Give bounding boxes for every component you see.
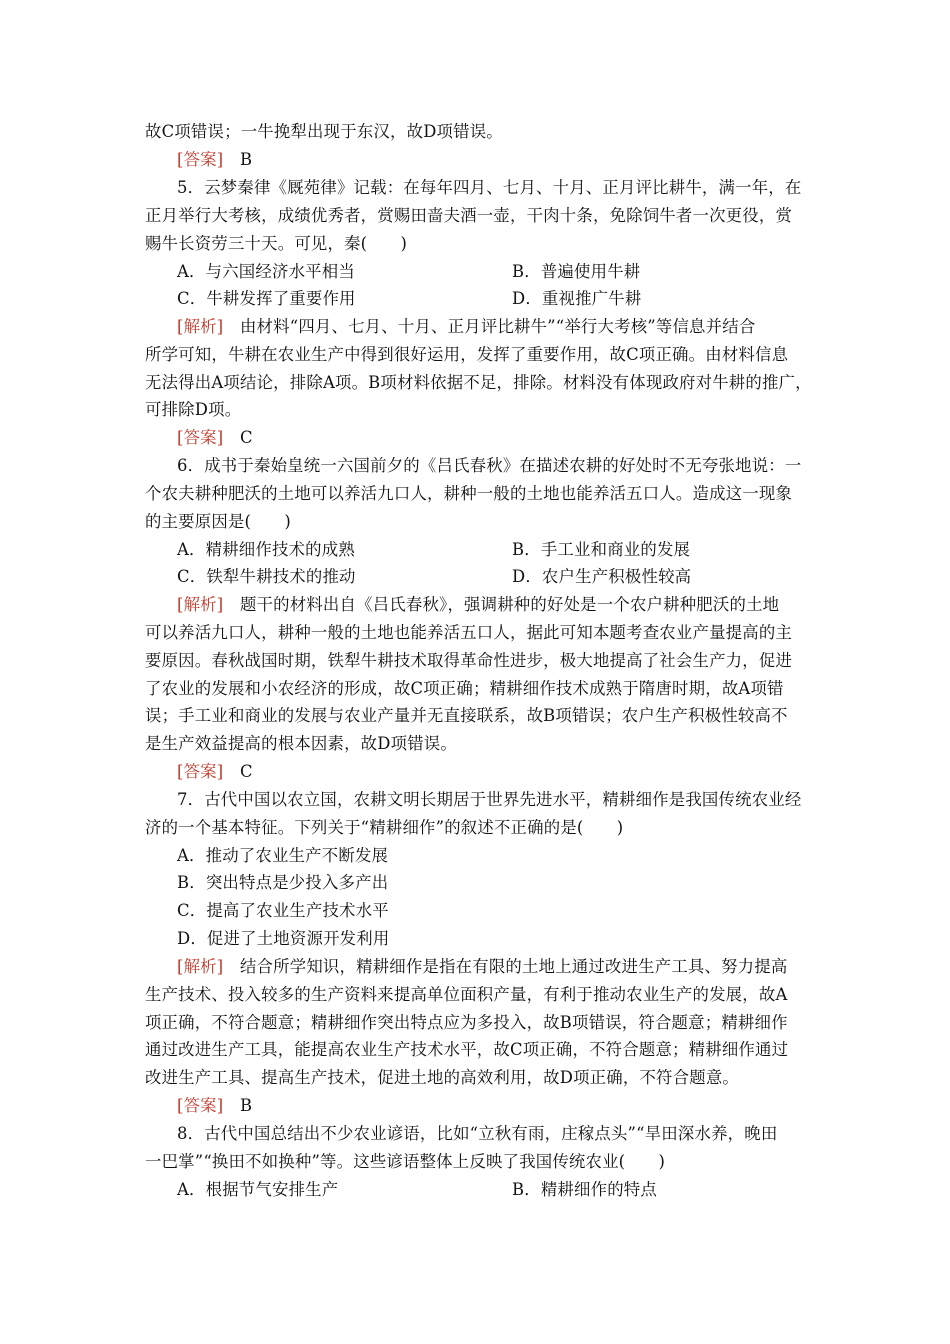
question-8: 8．古代中国总结出不少农业谚语，比如“立秋有雨，庄稼点头”“旱田深水养，晚田 <box>177 1124 778 1143</box>
analysis-tag: [解析] <box>177 317 224 336</box>
question-6: 6．成书于秦始皇统一六国前夕的《吕氏春秋》在描述农耕的好处时不无夸张地说：一 <box>177 456 802 475</box>
option-b: B．普遍使用牛耕 <box>512 262 641 281</box>
answer-tag: [答案] <box>177 1096 224 1115</box>
text-line: 可排除D项。 <box>145 400 242 419</box>
text-line: 故C项错误；一牛挽犁出现于东汉，故D项错误。 <box>145 122 503 141</box>
option-c: C．铁犁牛耕技术的推动 <box>177 567 356 586</box>
answer-line <box>177 150 842 170</box>
text-line: 要原因。春秋战国时期，铁犁牛耕技术取得革命性进步，极大地提高了社会生产力，促进 <box>145 651 793 670</box>
answer-line <box>177 762 842 782</box>
option-c: C．提高了农业生产技术水平 <box>177 901 389 920</box>
option-c: C．牛耕发挥了重要作用 <box>177 289 356 308</box>
text-line: 所学可知，牛耕在农业生产中得到很好运用，发挥了重要作用，故C项正确。由材料信息 <box>145 345 789 364</box>
text-line: 济的一个基本特征。下列关于“精耕细作”的叙述不正确的是( ) <box>145 818 624 837</box>
option-a: A．根据节气安排生产 <box>177 1180 339 1199</box>
analysis-tag: [解析] <box>177 595 224 614</box>
analysis-text: 题干的材料出自《吕氏春秋》，强调耕种的好处是一个农户耕种肥沃的土地 <box>239 595 780 614</box>
text-line: 无法得出A项结论，排除A项。B项材料依据不足，排除。材料没有体现政府对牛耕的推广， <box>145 373 812 392</box>
text-line: 了农业的发展和小农经济的形成，故C项正确；精耕细作技术成熟于隋唐时期，故A项错 <box>145 679 784 698</box>
option-b: B．突出特点是少投入多产出 <box>177 873 389 892</box>
text-line: 生产技术、投入较多的生产资料来提高单位面积产量，有利于推动农业生产的发展，故A <box>145 985 788 1004</box>
text-line: 一巴掌”“换田不如换种”等。这些谚语整体上反映了我国传统农业( ) <box>145 1152 666 1171</box>
text-line: 改进生产工具、提高生产技术，促进土地的高效利用，故D项正确，不符合题意。 <box>145 1068 740 1087</box>
option-b: B．精耕细作的特点 <box>512 1180 657 1199</box>
answer-value: C <box>239 762 253 781</box>
option-d: D．促进了土地资源开发利用 <box>177 929 390 948</box>
answer-tag: [答案] <box>177 150 224 169</box>
option-a: A．精耕细作技术的成熟 <box>177 540 355 559</box>
option-d: D．重视推广牛耕 <box>512 289 642 308</box>
option-b: B．手工业和商业的发展 <box>512 540 691 559</box>
text-line: 的主要原因是( ) <box>145 512 291 531</box>
option-a: A．与六国经济水平相当 <box>177 262 355 281</box>
answer-line <box>177 428 842 448</box>
answer-value: B <box>239 150 253 169</box>
text-line: 是生产效益提高的根本因素，故D项错误。 <box>145 734 457 753</box>
analysis-tag: [解析] <box>177 957 224 976</box>
question-5: 5．云梦秦律《厩苑律》记载：在每年四月、七月、十月、正月评比耕牛，满一年，在 <box>177 178 802 197</box>
answer-value: B <box>239 1096 253 1115</box>
text-line: 赐牛长资劳三十天。可见，秦( ) <box>145 234 408 253</box>
text-line: 个农夫耕种肥沃的土地可以养活九口人，耕种一般的土地也能养活五口人。造成这一现象 <box>145 484 793 503</box>
text-line: 通过改进生产工具，能提高农业生产技术水平，故C项正确，不符合题意；精耕细作通过 <box>145 1040 789 1059</box>
question-7: 7．古代中国以农立国，农耕文明长期居于世界先进水平，精耕细作是我国传统农业经 <box>177 790 802 809</box>
text-line: 项正确，不符合题意；精耕细作突出特点应为多投入，故B项错误，符合题意；精耕细作 <box>145 1013 788 1032</box>
analysis-text: 结合所学知识，精耕细作是指在有限的土地上通过改进生产工具、努力提高 <box>239 957 788 976</box>
text-line: 正月举行大考核，成绩优秀者，赏赐田啬夫酒一壶，干肉十条，免除饲牛者一次更役，赏 <box>145 206 793 225</box>
answer-tag: [答案] <box>177 428 224 447</box>
answer-tag: [答案] <box>177 762 224 781</box>
answer-value: C <box>239 428 253 447</box>
analysis-line <box>177 595 842 615</box>
analysis-text: 由材料“四月、七月、十月、正月评比耕牛”“举行大考核”等信息并结合 <box>239 317 756 336</box>
text-line: 误；手工业和商业的发展与农业产量并无直接联系，故B项错误；农户生产积极性较高不 <box>145 706 788 725</box>
option-a: A．推动了农业生产不断发展 <box>177 846 389 865</box>
option-d: D．农户生产积极性较高 <box>512 567 692 586</box>
analysis-line <box>177 317 842 337</box>
analysis-line <box>177 957 842 977</box>
text-line: 可以养活九口人，耕种一般的土地也能养活五口人，据此可知本题考查农业产量提高的主 <box>145 623 793 642</box>
answer-line <box>177 1096 842 1116</box>
